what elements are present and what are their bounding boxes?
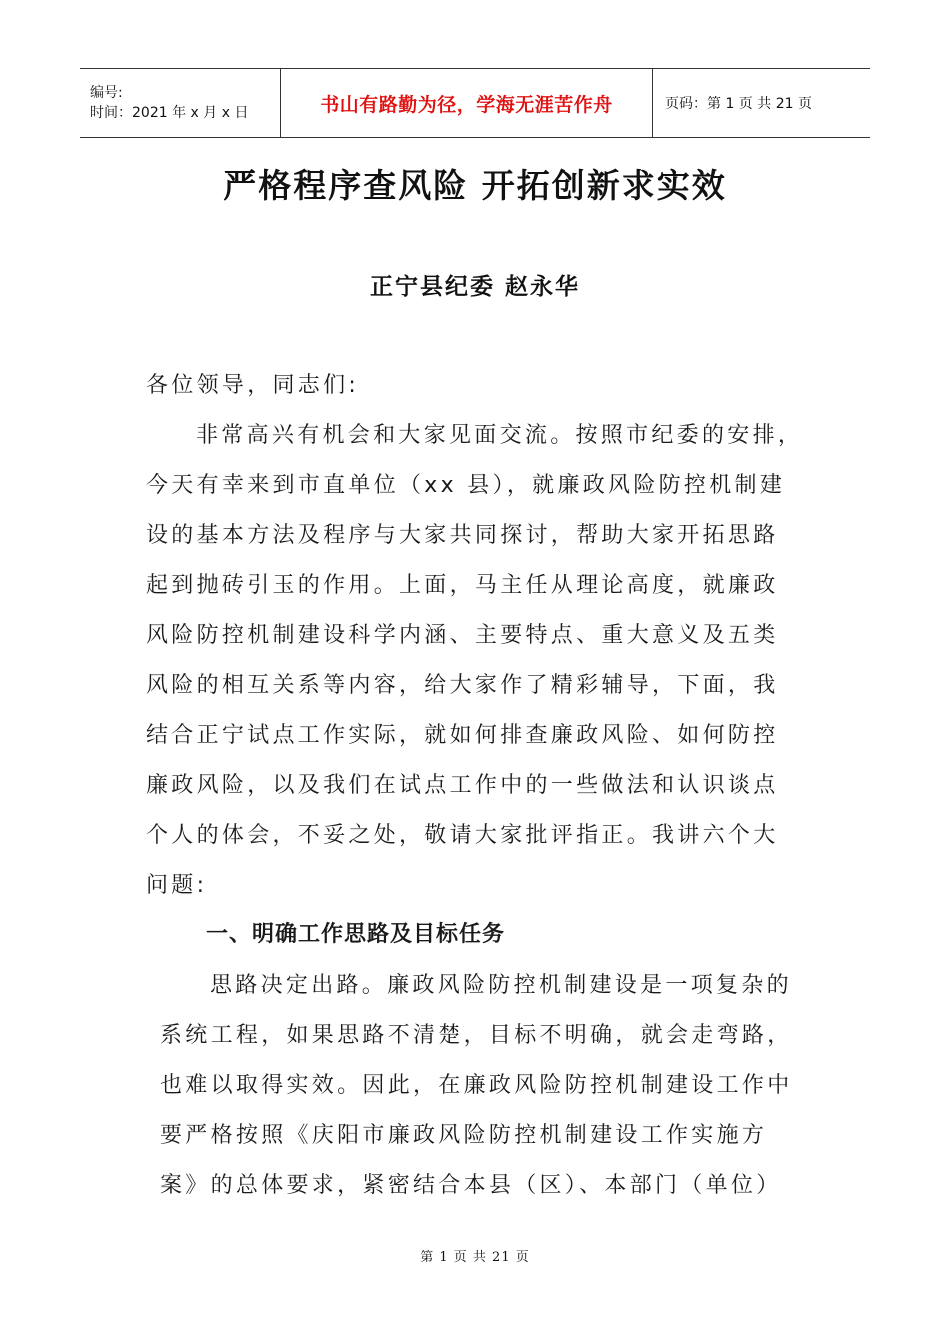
body-line: 思路决定出路。廉政风险防控机制建设是一项复杂的 [210,973,792,998]
header-number-label: 编号: [90,85,123,101]
page-footer: 第 1 页 共 21 页 [420,1250,530,1265]
body-line: 案》的总体要求，紧密结合本县（区）、本部门（单位） [160,1173,782,1198]
body-line: 也难以取得实效。因此，在廉政风险防控机制建设工作中 [160,1073,793,1098]
body-line: 问题: [146,873,208,898]
body-line: 风险防控机制建设科学内涵、主要特点、重大意义及五类 [146,623,779,648]
header-motto: 书山有路勤为径，学海无涯苦作舟 [320,93,613,116]
salutation-line: 各位领导，同志们: [146,373,360,398]
body-line: 起到抛砖引玉的作用。上面，马主任从理论高度，就廉政 [146,573,779,598]
body-line: 今天有幸来到市直单位（xx 县），就廉政风险防控机制建 [146,473,786,498]
body-line: 个人的体会，不妥之处，敬请大家批评指正。我讲六个大 [146,823,779,848]
header-meta [80,69,281,137]
header-motto-cell [281,69,653,137]
document-author: 正宁县纪委 赵永华 [369,273,580,300]
header-page-info-cell [653,69,870,137]
body-line: 结合正宁试点工作实际，就如何排查廉政风险、如何防控 [146,723,779,748]
header-time-label: 时间：2021 年 x 月 x 日 [90,105,249,121]
body-line: 系统工程，如果思路不清楚，目标不明确，就会走弯路， [160,1023,793,1048]
body-line: 非常高兴有机会和大家见面交流。按照市纪委的安排， [196,423,804,448]
body-line: 要严格按照《庆阳市廉政风险防控机制建设工作实施方 [160,1123,768,1148]
body-line: 风险的相互关系等内容，给大家作了精彩辅导，下面，我 [146,673,779,698]
header-page-info: 页码：第 1 页 共 21 页 [665,96,812,112]
section-heading: 一、明确工作思路及目标任务 [206,922,506,947]
body-line: 廉政风险，以及我们在试点工作中的一些做法和认识谈点 [146,773,779,798]
document-title: 严格程序查风险 开拓创新求实效 [223,166,727,205]
document-header [80,68,870,138]
body-line: 设的基本方法及程序与大家共同探讨，帮助大家开拓思路 [146,523,779,548]
